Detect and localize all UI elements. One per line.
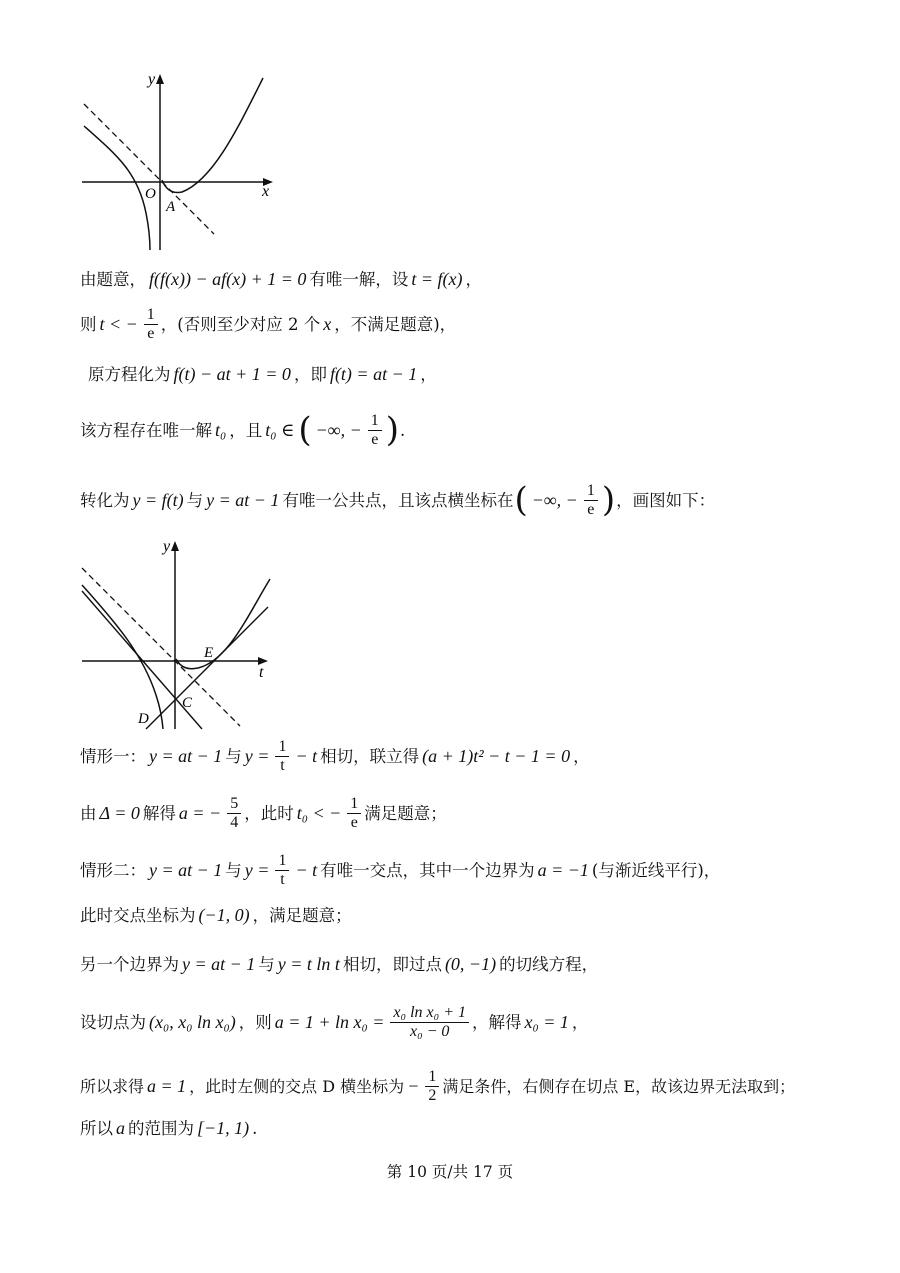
dashed-asymptote [84,104,214,234]
numerator: 1 [275,852,289,871]
numerator: 1 [347,795,361,814]
y-axis-arrow [171,541,179,551]
math: a = 1 + ln x₀ = [274,1011,385,1032]
right-curve [176,579,270,669]
line-11 [80,1004,588,1041]
denominator: t [280,756,285,774]
y-label: y [163,538,171,555]
point-a-label: A [166,199,176,215]
text: 与 [225,860,242,880]
denominator: e [350,813,358,831]
text: ，即 [293,364,327,384]
math: a = − [178,802,222,823]
denominator: x₀ − 0 [409,1022,450,1040]
fraction [347,795,361,832]
denominator: e [587,500,595,518]
math: f(t) − at + 1 = 0 [173,364,291,384]
denominator: e [147,324,155,342]
math: a = −1 [537,859,589,880]
y-axis-arrow [156,74,164,84]
origin-label: O [145,186,156,202]
denominator: 2 [428,1086,437,1104]
t-label: t [259,664,264,681]
text: 则 [80,314,97,334]
math: x₀ = 1 [524,1011,569,1032]
x-label: x [262,183,270,200]
math: y = [244,745,270,766]
numerator: 5 [227,795,241,814]
fraction [275,852,289,889]
math: (x₀, x₀ ln x₀) [149,1011,236,1032]
line-2 [80,306,456,343]
fraction [425,1068,439,1105]
math: − [407,1075,420,1096]
math: −∞, − [315,419,362,440]
math: x [323,313,332,334]
line-6 [80,738,590,775]
text: 情形二： [80,860,146,880]
text: ，此时 [244,803,294,823]
math: t₀ < − [296,802,342,823]
math: y = at − 1 [149,859,223,880]
text: 与 [186,490,204,510]
text: 有唯一交点，其中一个边界为 [320,860,535,880]
text: 原方程化为 [88,364,171,384]
right-paren: ) [385,410,400,451]
math: t₀ [215,419,227,440]
text: ，则 [238,1012,272,1032]
numerator: 1 [368,412,382,431]
text: 另一个边界为 [80,954,179,974]
denominator: e [371,430,379,448]
line-3 [88,364,437,386]
text: 设切点为 [80,1012,146,1032]
right-curve [162,78,263,193]
math: [−1, 1) [197,1118,250,1138]
text: 有唯一公共点，且该点横坐标在 [282,490,514,510]
numerator: x₀ ln x₀ + 1 [390,1004,469,1023]
graph-1 [78,68,288,253]
text: ， [573,746,590,766]
text: 相切，即过点 [342,954,442,974]
fraction [227,795,241,832]
math: a = 1 [147,1075,187,1096]
numerator: 1 [275,738,289,757]
math: (0, −1) [444,954,497,974]
math: y = at − 1 [149,745,223,766]
math: − t [295,859,318,880]
line-5 [80,482,715,519]
line-12 [80,1068,795,1105]
numerator: 1 [425,1068,439,1087]
text: 有唯一解，设 [309,269,409,289]
text: ，(否则至少对应 2 个 [160,314,321,334]
point-d-label: D [138,711,149,727]
math: y = [244,859,270,880]
text: 相切，联立得 [320,746,420,766]
text: ，解得 [472,1012,522,1032]
line-8 [80,852,720,889]
text: 的切线方程， [499,954,599,974]
fraction [368,412,382,449]
numerator: 1 [144,306,158,325]
math: t < − [99,313,138,334]
text: ，满足题意； [252,905,352,925]
y-label: y [148,71,156,88]
text: ，且 [229,420,263,440]
line-4 [80,412,405,449]
text: ， [420,364,437,384]
math: (−1, 0) [198,905,250,925]
line-1 [80,269,482,291]
math: (a + 1)t² − t − 1 = 0 [422,745,571,766]
page-footer: 第 10 页/共 17 页 [386,1163,514,1181]
text: 由题意， [80,269,146,289]
numerator: 1 [584,482,598,501]
text: 由 [80,803,97,823]
line-9 [80,905,352,927]
dashed-asymptote [82,568,240,726]
text: 的范围为 [128,1118,194,1138]
text: ，画图如下： [616,490,716,510]
math: y = at − 1 [182,954,256,974]
point-e-label: E [204,645,214,661]
math: f(f(x)) − af(x) + 1 = 0 [149,269,307,289]
graph-2 [78,535,288,730]
text: 所以 [80,1118,113,1138]
fraction [584,482,598,519]
text: ， [571,1012,589,1032]
text: 与 [258,954,275,974]
left-paren: ( [298,410,312,451]
text: (与渐近线平行)， [591,860,721,880]
denominator: t [280,870,285,888]
math: t = f(x) [411,269,463,289]
line-10 [80,954,598,976]
math: −∞, − [531,489,578,510]
math: − t [295,745,318,766]
point-c-label: C [182,695,193,711]
fraction [390,1004,469,1041]
text: ， [465,269,483,289]
left-curve [84,126,150,250]
math: y = t ln t [277,954,340,974]
text: . [400,420,406,440]
text: 此时交点坐标为 [80,905,196,925]
text: ，此时左侧的交点 D 横坐标为 [189,1076,405,1096]
math: a [116,1118,125,1138]
line-13 [80,1118,257,1140]
denominator: 4 [230,813,239,831]
left-paren: ( [514,480,528,521]
left-curve [82,585,163,729]
math: y = at − 1 [206,489,280,510]
text: 情形一： [80,746,146,766]
math: f(t) = at − 1 [329,364,418,384]
text: 与 [225,746,242,766]
fraction [144,306,158,343]
text: ，不满足题意)， [334,314,457,334]
text: . [252,1118,258,1138]
right-paren: ) [601,480,616,521]
line-a-pos [146,607,268,729]
text: 满足题意； [364,803,447,823]
line-7 [80,795,447,832]
math: Δ = 0 [99,802,140,823]
math: y = f(t) [132,489,184,510]
text: 该方程存在唯一解 [80,420,212,440]
text: 满足条件，右侧存在切点 E，故该边界无法取到； [442,1076,796,1096]
text: 所以求得 [80,1076,145,1096]
fraction [275,738,289,775]
math: t₀ ∈ [265,419,295,440]
text: 转化为 [80,490,130,510]
text: 解得 [142,803,176,823]
